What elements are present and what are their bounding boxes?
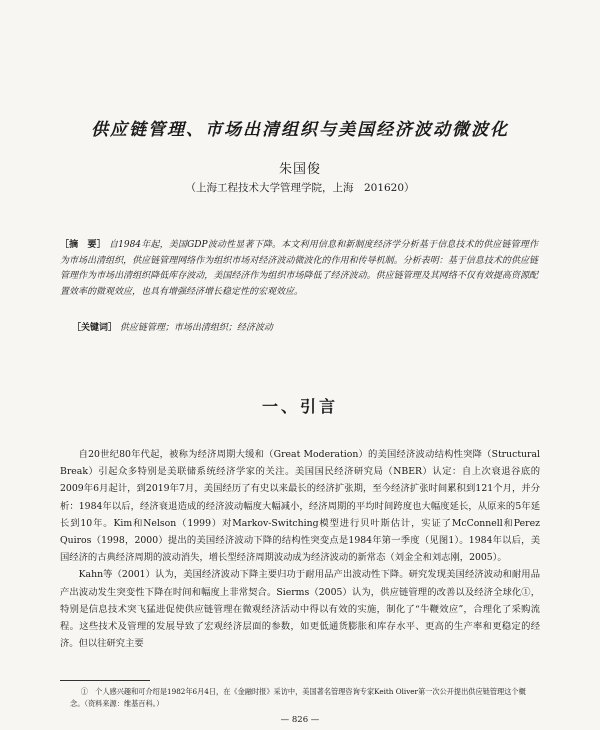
body-paragraph: Kahn等（2001）认为，美国经济波动下降主要归功于耐用品产出波动性下降。研究发现美国经济波动和耐用品产出波动发生突变性下降在时间和幅度上非常契合。Sierms（2005）认为，供应链管理的改善以及经济全球化①，特别是信息技术突飞猛进促使供应链管理在微观经济活动中得以有效的实施，制化了“牛鞭效应”，合理化了采购流程。这些技术及管理的发展导致了宏观经济层面的参数，如更低通货膨胀和库存水平、更高的生产率和更稳定的经济。但以往研究主要 <box>60 569 540 650</box>
abstract-text: 自1984年起，美国GDP波动性显著下降。本文利用信息和新制度经济学分析基于信息技术的供应链管理作为市场出清组织，供应链管理网络作为组织市场对经济波动微波化的作用和传导机制。分析表明：基于信息技术的供应链管理作为市场出清组织降低库存波动，美国经济作为组织市场降低了经济波动。供应链管理及其网络不仅有效提高资源配置效率的微观效应，也具有增强经济增长稳定性的宏观效应。 <box>60 240 538 297</box>
page-number: — 826 — <box>280 715 320 725</box>
abstract <box>60 238 538 300</box>
section-heading: 一、引言 <box>261 397 338 416</box>
body-paragraph: 自20世纪80年代起，被称为经济周期大缓和（Great Moderation）的美国经济波动结构性突降（Structural Break）引起众多特别是美联储系统经济学家的关注。美国国民经济研究局（NBER）认定：自上次衰退谷底的2009年6月起计，到2019年7月，美国经历了有史以来最长的经济扩张期，至今经济扩张时间累积到121个月，并分析：1984年以后，经济衰退造成的经济波动幅度大幅减小，经济周期的平均时间跨度也大幅度延长，从原来的5年延长到10年。Kim和Nelson（1999）对Markov-Switching模型进行贝叶斯估计，实证了McConnell和Perez Quiros（1998，2000）提出的美国经济波动下降的结构性突变点是1984年第一季度（见图1）。1984年以后，美国经济的古典经济周期的波动消失，增长型经济周期波动成为经济波动的新常态（刘金全和刘志刚，2005）。 <box>60 449 540 564</box>
keywords-label: ［关键词］ <box>72 323 118 333</box>
abstract-label: ［摘 要］ <box>60 240 106 250</box>
keywords <box>72 321 538 336</box>
author-affiliation: （上海工程技术大学管理学院，上海 201620） <box>185 182 415 194</box>
footnote: ① 个人感兴趣和可介绍是1982年6月4日，在《金融时报》采访中，美国著名管理咨询专家Keith Oliver第一次公开提出供应链管理这个概念。（资料来源：维基百科。） <box>70 687 526 708</box>
keywords-text: 供应链管理；市场出清组织；经济波动 <box>119 323 273 333</box>
body-text <box>60 446 540 652</box>
author-name: 朱国俊 <box>278 162 321 177</box>
footnote-divider <box>60 680 150 681</box>
paper-title: 供应链管理、市场出清组织与美国经济波动微波化 <box>91 120 509 140</box>
